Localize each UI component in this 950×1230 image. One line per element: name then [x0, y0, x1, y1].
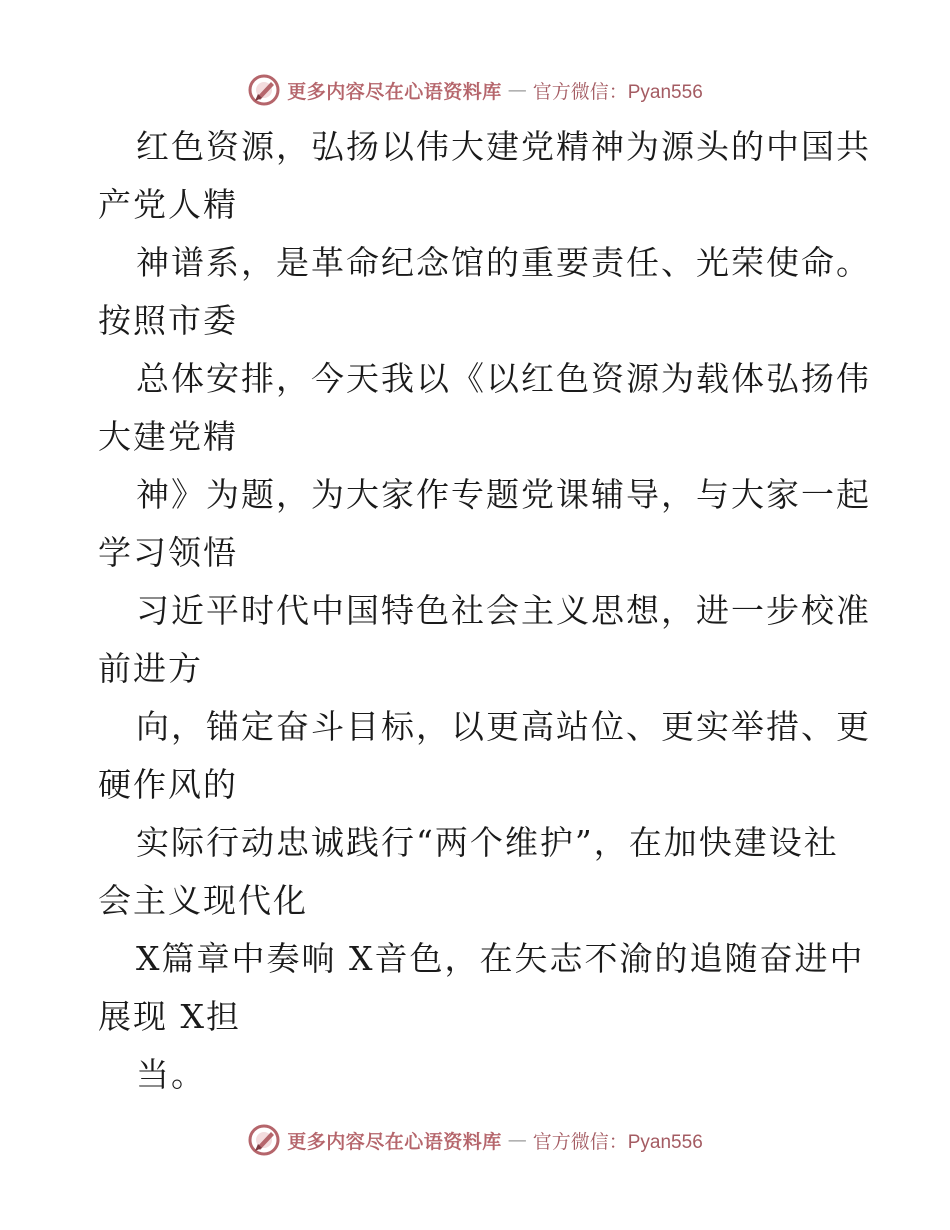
text-line-2: 产党人精 [98, 185, 238, 224]
footer-banner [0, 1120, 950, 1160]
header-banner [0, 70, 950, 110]
footer-banner-inner [247, 1123, 703, 1157]
footer-banner-text: 更多内容尽在心语资料库 [287, 1130, 502, 1153]
text-line-8: 学习领悟 [98, 533, 238, 572]
text-line-13: 实际行动忠诚践行“两个维护”，在加快建设社 [136, 823, 839, 862]
text-line-10: 前进方 [98, 649, 203, 688]
logo-icon [247, 73, 281, 107]
text-line-11: 向，锚定奋斗目标，以更高站位、更实举措、更 [136, 707, 871, 746]
header-banner-contact: 官方微信：Pyan556 [532, 81, 703, 103]
text-line-9: 习近平时代中国特色社会主义思想，进一步校准 [136, 591, 871, 630]
logo-icon [247, 1123, 281, 1157]
text-line-6: 大建党精 [98, 417, 238, 456]
header-banner-text: 更多内容尽在心语资料库 [287, 80, 502, 103]
text-line-15: X篇章中奏响 X音色，在矢志不渝的追随奋进中 [136, 939, 865, 978]
text-line-12: 硬作风的 [98, 765, 238, 804]
text-line-4: 按照市委 [98, 301, 238, 340]
text-line-7: 神》为题，为大家作专题党课辅导，与大家一起 [136, 475, 871, 514]
footer-banner-separator: — [507, 1129, 527, 1151]
header-banner-separator: — [507, 79, 527, 101]
header-banner-inner [247, 73, 703, 107]
footer-banner-contact: 官方微信：Pyan556 [532, 1131, 703, 1153]
text-line-17: 当。 [136, 1055, 206, 1094]
document-body [98, 118, 871, 1104]
text-line-16: 展现 X担 [98, 997, 241, 1036]
text-line-3: 神谱系，是革命纪念馆的重要责任、光荣使命。 [136, 243, 871, 282]
text-line-1: 红色资源，弘扬以伟大建党精神为源头的中国共 [136, 127, 871, 166]
text-line-5: 总体安排，今天我以《以红色资源为载体弘扬伟 [136, 359, 871, 398]
text-line-14: 会主义现代化 [98, 881, 308, 920]
